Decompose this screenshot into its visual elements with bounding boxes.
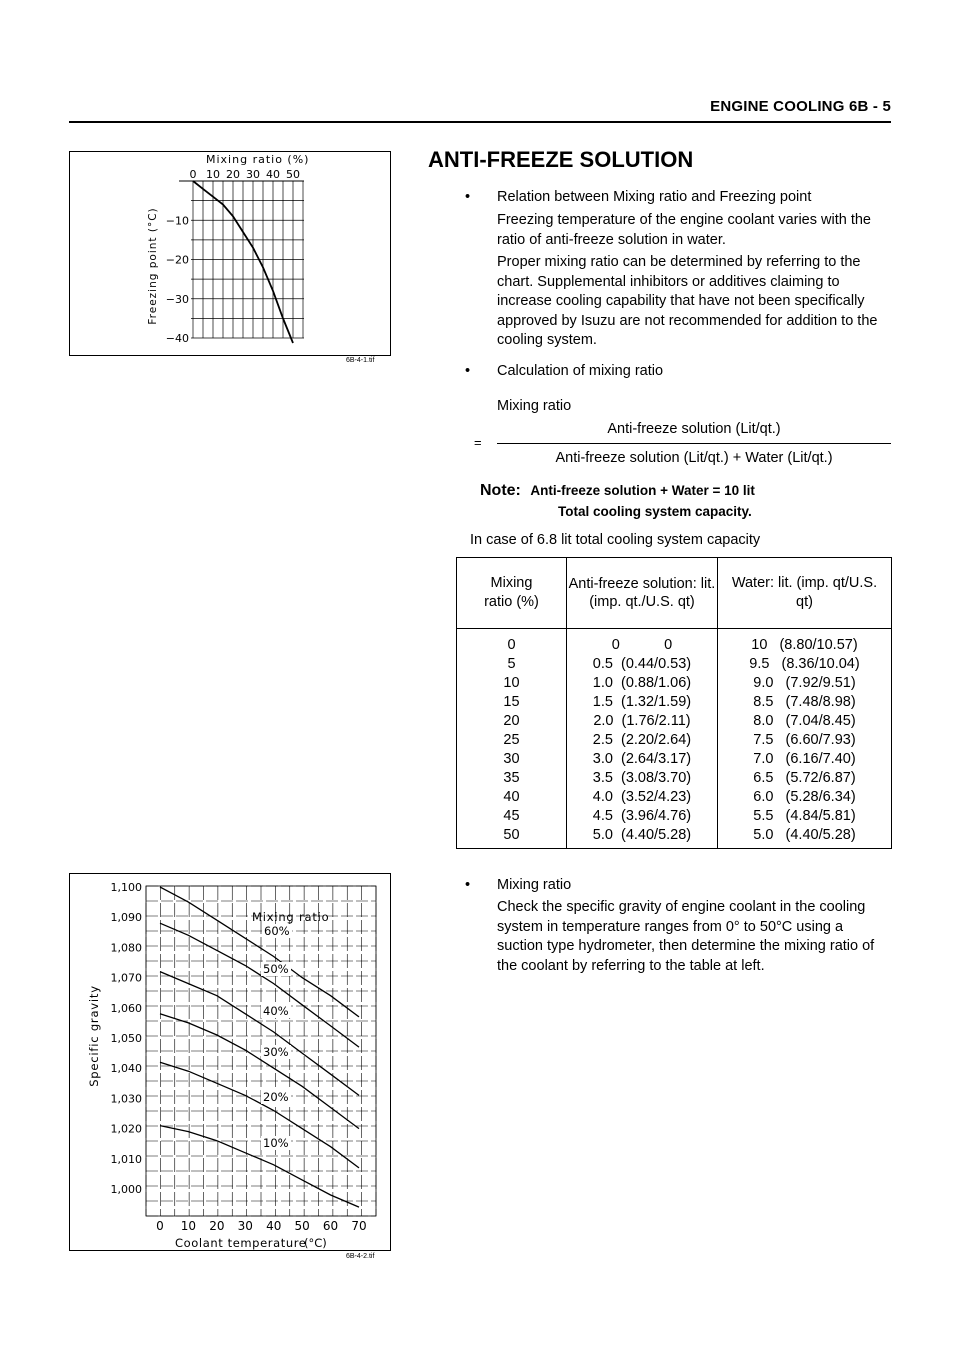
bullet-mixing-ratio-label: Mixing ratio	[497, 877, 572, 893]
formula-denominator: Anti-freeze solution (Lit/qt.) + Water (Lit/qt.)	[555, 450, 833, 466]
chart1-title: Mixing ratio (%)	[206, 153, 310, 166]
table-cell: 5.0 (4.40/5.28)	[592, 827, 692, 843]
header-antifreeze	[566, 558, 717, 629]
table-cell: 7.0 (6.16/7.40)	[753, 751, 856, 767]
chart2-ylabel: Specific gravity	[87, 985, 101, 1087]
header-antifreeze-text: Anti-freeze solution: lit. (imp. qt./U.S. qt)	[568, 576, 716, 610]
table-cell: 9.0 (7.92/9.51)	[753, 675, 856, 691]
chart1-ylabel: Freezing point (°C)	[147, 207, 159, 325]
table-cell: 2.5 (2.20/2.64)	[592, 732, 692, 748]
relation-paragraph-1: Freezing temperature of the engine coolant varies with the ratio of anti-freeze solution in water.	[497, 212, 871, 248]
chart1-ytick: −40	[165, 332, 189, 345]
bullet-relation	[497, 188, 897, 208]
table-cell: 6.5 (5.72/6.87)	[753, 770, 856, 786]
figure2-caption: 6B-4-2.tif	[346, 1253, 375, 1260]
note-line1: Anti-freeze solution + Water = 10 lit	[530, 483, 755, 498]
chart2-ytick: 1,090	[110, 911, 142, 925]
chart1-ytick: −30	[165, 292, 189, 306]
gravity-curve-60pct	[160, 887, 359, 1017]
bullet-relation-label: Relation between Mixing ratio and Freezing point	[497, 189, 812, 205]
chart1-ytick: −10	[165, 214, 189, 228]
page-header-title: ENGINE COOLING 6B - 5	[710, 98, 891, 115]
chart2-xtick: 20	[209, 1219, 225, 1233]
table-cell: 6.0 (5.28/6.34)	[753, 789, 856, 805]
chart2-ytick: 1,010	[110, 1152, 142, 1166]
header-mixing-ratio-text: Mixing ratio (%)	[484, 575, 539, 610]
freezing-point-figure	[69, 151, 391, 356]
formula-equals: =	[474, 435, 482, 450]
table-cell: 30	[503, 751, 520, 767]
chart2-xlabel: Coolant temperature	[175, 1236, 307, 1250]
header-mixing-ratio	[457, 558, 567, 629]
chart2-ytick: 1,030	[110, 1092, 142, 1106]
chart2-legend-title: Mixing ratio	[252, 910, 330, 924]
bullet-calculation-label: Calculation of mixing ratio	[497, 363, 664, 379]
table-header-row	[457, 558, 892, 629]
table-cell: 4.0 (3.52/4.23)	[592, 789, 692, 805]
specific-gravity-chart	[70, 874, 390, 1250]
gravity-curve-50pct	[160, 923, 359, 1047]
chart1-xtick: 0	[189, 168, 197, 181]
table-cell: 5.5 (4.84/5.81)	[753, 808, 856, 824]
column-antifreeze	[566, 629, 717, 849]
chart2-xtick: 10	[180, 1219, 197, 1233]
header-water-text: Water: lit. (imp. qt/U.S. qt)	[731, 575, 878, 610]
gravity-curve-10pct	[160, 1126, 359, 1208]
table-cell: 9.5 (8.36/10.04)	[749, 656, 860, 672]
chart2-xtick: 0	[156, 1219, 164, 1233]
table-cell: 5.0 (4.40/5.28)	[753, 827, 856, 843]
chart1-ytick: −20	[165, 253, 189, 267]
chart2-xtick: 40	[266, 1219, 282, 1233]
chart2-xtick: 30	[237, 1219, 253, 1233]
table-cell: 5	[507, 656, 516, 672]
series-label: 60%	[264, 924, 290, 938]
chart1-xtick: 10	[206, 168, 220, 181]
chart2-ytick: 1,080	[110, 941, 142, 955]
series-label: 30%	[263, 1045, 289, 1059]
table-cell: 0.5 (0.44/0.53)	[592, 656, 692, 672]
specific-gravity-figure	[69, 873, 391, 1251]
formula-numerator: Anti-freeze solution (Lit/qt.)	[607, 421, 781, 437]
chart1-xtick: 20	[226, 168, 240, 181]
table-cell: 15	[503, 694, 520, 710]
table-cell: 0	[507, 637, 516, 653]
fraction-bar	[497, 443, 891, 444]
table-cell: 1.0 (0.88/1.06)	[592, 675, 692, 691]
bullet-calculation	[497, 362, 897, 382]
section-title: ANTI-FREEZE SOLUTION	[428, 147, 694, 172]
series-label: 20%	[263, 1090, 289, 1104]
gravity-curve-40pct	[160, 972, 359, 1096]
table-cell: 10 (8.80/10.57)	[751, 637, 858, 653]
series-label: 40%	[263, 1004, 289, 1018]
chart2-ytick: 1,100	[110, 881, 142, 894]
table-cell: 0 0	[611, 637, 673, 653]
table-cell: 2.0 (1.76/2.11)	[593, 713, 691, 729]
table-cell: 3.0 (2.64/3.17)	[592, 751, 692, 767]
figure1-caption: 6B-4-1.tif	[346, 357, 375, 364]
table-cell: 4.5 (3.96/4.76)	[592, 808, 692, 824]
table-cell: 8.0 (7.04/8.45)	[753, 713, 856, 729]
formula-label: Mixing ratio	[497, 398, 572, 414]
table-body-row	[457, 629, 892, 849]
chart2-ytick: 1,050	[110, 1032, 142, 1045]
chart1-xtick: 50	[286, 168, 300, 181]
chart2-xlabel-unit: (°C)	[304, 1236, 327, 1250]
chart2-ytick: 1,060	[110, 1001, 142, 1015]
chart1-xtick: 40	[266, 168, 280, 181]
note	[480, 482, 755, 500]
chart2-xtick: 70	[351, 1219, 367, 1233]
table-cell: 45	[503, 808, 520, 824]
note-line2: Total cooling system capacity.	[558, 504, 752, 519]
column-water	[717, 629, 891, 849]
column-mixing-ratio	[457, 629, 567, 849]
note-label: Note:	[480, 482, 521, 499]
table-cell: 35	[503, 770, 520, 786]
freezing-point-chart	[70, 152, 390, 355]
series-label: 10%	[263, 1136, 289, 1150]
table-cell: 8.5 (7.48/8.98)	[753, 694, 856, 710]
chart2-ytick: 1,020	[110, 1122, 142, 1136]
relation-paragraph-2: Proper mixing ratio can be determined by referring to the chart. Supplemental inhibitors or additives claiming to increase cooling capability that have not been specifically approved by Isuzu are not recommended for addition to the cooling system.	[497, 254, 878, 348]
header-rule	[69, 121, 891, 123]
series-label: 50%	[263, 962, 289, 976]
table-cell: 10	[503, 675, 520, 691]
table-cell: 40	[503, 789, 520, 805]
chart2-ytick: 1,070	[110, 971, 142, 985]
gravity-curve-20pct	[160, 1062, 359, 1168]
table-cell: 7.5 (6.60/7.93)	[753, 732, 856, 748]
header-water	[717, 558, 891, 629]
chart2-ytick: 1,000	[110, 1183, 142, 1196]
mixing-ratio-paragraph: Check the specific gravity of engine coolant in the cooling system in temperature ranges from 0° to 50°C using a suction type hydrometer, then determine the mixing ratio of the coolant by referring to the table at left.	[497, 899, 875, 974]
chart2-xtick: 50	[294, 1219, 310, 1233]
chart1-xtick: 30	[246, 168, 260, 181]
table-cell: 20	[503, 713, 520, 729]
chart2-xtick: 60	[322, 1219, 339, 1233]
table-cell: 3.5 (3.08/3.70)	[592, 770, 692, 786]
case-text: In case of 6.8 lit total cooling system capacity	[470, 532, 761, 548]
table-cell: 25	[503, 732, 520, 748]
table-cell: 50	[503, 827, 520, 843]
chart2-ytick: 1,040	[110, 1062, 142, 1076]
mixing-table	[456, 557, 892, 849]
table-cell: 1.5 (1.32/1.59)	[592, 694, 692, 710]
bullet-mixing-ratio	[497, 876, 897, 896]
